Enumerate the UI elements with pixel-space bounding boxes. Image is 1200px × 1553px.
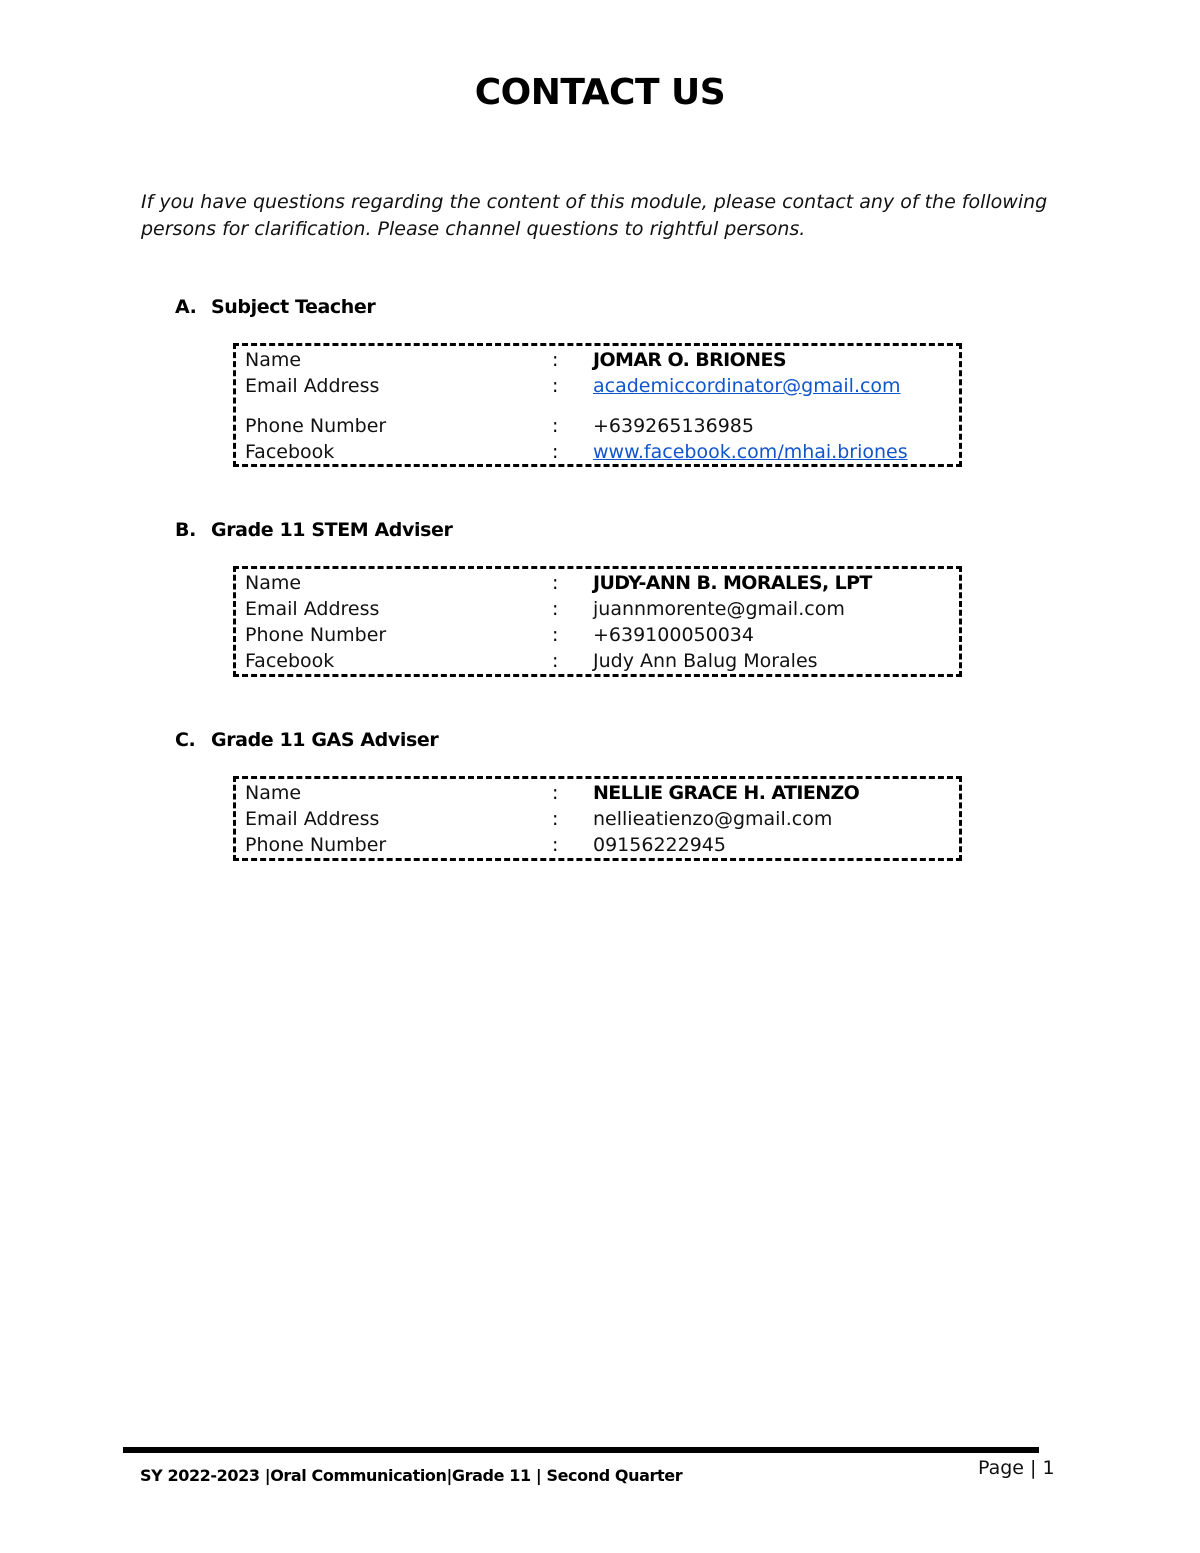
page-title: CONTACT US [474, 72, 726, 113]
contact-row-name [236, 347, 959, 373]
field-separator: : [552, 782, 559, 804]
field-label: Name [245, 349, 302, 371]
field-label: Phone Number [245, 624, 387, 646]
contact-card-subject-teacher [233, 343, 962, 467]
contact-name: NELLIE GRACE H. ATIENZO [593, 782, 860, 804]
contact-row-name [236, 780, 959, 806]
field-label: Phone Number [245, 834, 387, 856]
contact-row-phone [236, 413, 959, 439]
contact-row-email [236, 373, 959, 399]
email-address: juannmorente@gmail.com [593, 598, 845, 620]
field-separator: : [552, 572, 559, 594]
contact-row-phone [236, 622, 959, 648]
field-separator: : [552, 415, 559, 437]
section-heading-stem-adviser [175, 519, 452, 541]
field-separator: : [552, 375, 559, 397]
field-label: Email Address [245, 375, 380, 397]
field-separator: : [552, 349, 559, 371]
phone-number: 09156222945 [593, 834, 726, 856]
facebook-name: Judy Ann Balug Morales [593, 650, 818, 672]
contact-name: JOMAR O. BRIONES [593, 349, 786, 371]
field-separator: : [552, 834, 559, 856]
field-separator: : [552, 441, 559, 463]
field-label: Name [245, 782, 302, 804]
field-label: Facebook [245, 441, 335, 463]
contact-row-facebook [236, 439, 959, 465]
section-heading-subject-teacher [175, 296, 375, 318]
field-label: Facebook [245, 650, 335, 672]
facebook-link[interactable]: www.facebook.com/mhai.briones [593, 441, 908, 463]
email-address: nellieatienzo@gmail.com [593, 808, 833, 830]
section-letter: C. [175, 729, 196, 751]
field-separator: : [552, 808, 559, 830]
field-label: Name [245, 572, 302, 594]
field-separator: : [552, 624, 559, 646]
contact-row-name [236, 570, 959, 596]
contact-name: JUDY-ANN B. MORALES, LPT [593, 572, 872, 594]
contact-card-stem-adviser [233, 566, 962, 677]
contact-row-facebook [236, 648, 959, 674]
field-separator: : [552, 598, 559, 620]
contact-row-phone [236, 832, 959, 858]
page-number: Page | 1 [978, 1457, 1055, 1479]
section-letter: A. [175, 296, 197, 318]
contact-row-email [236, 596, 959, 622]
field-label: Email Address [245, 808, 380, 830]
field-label: Phone Number [245, 415, 387, 437]
section-title: Grade 11 STEM Adviser [211, 519, 453, 541]
section-letter: B. [175, 519, 196, 541]
section-heading-gas-adviser [175, 729, 438, 751]
email-link[interactable]: academiccordinator@gmail.com [593, 375, 901, 397]
section-title: Grade 11 GAS Adviser [211, 729, 439, 751]
phone-number: +639100050034 [593, 624, 754, 646]
contact-row-email [236, 806, 959, 832]
footer-divider [123, 1447, 1039, 1453]
phone-number: +639265136985 [593, 415, 754, 437]
intro-paragraph: If you have questions regarding the content of this module, please contact any of the following persons for clarification. Please channel questions to rightful persons. [141, 191, 1048, 240]
contact-card-gas-adviser [233, 776, 962, 861]
field-separator: : [552, 650, 559, 672]
footer-course-info: SY 2022-2023 |Oral Communication|Grade 11 | Second Quarter [140, 1466, 683, 1485]
section-title: Subject Teacher [211, 296, 376, 318]
field-label: Email Address [245, 598, 380, 620]
